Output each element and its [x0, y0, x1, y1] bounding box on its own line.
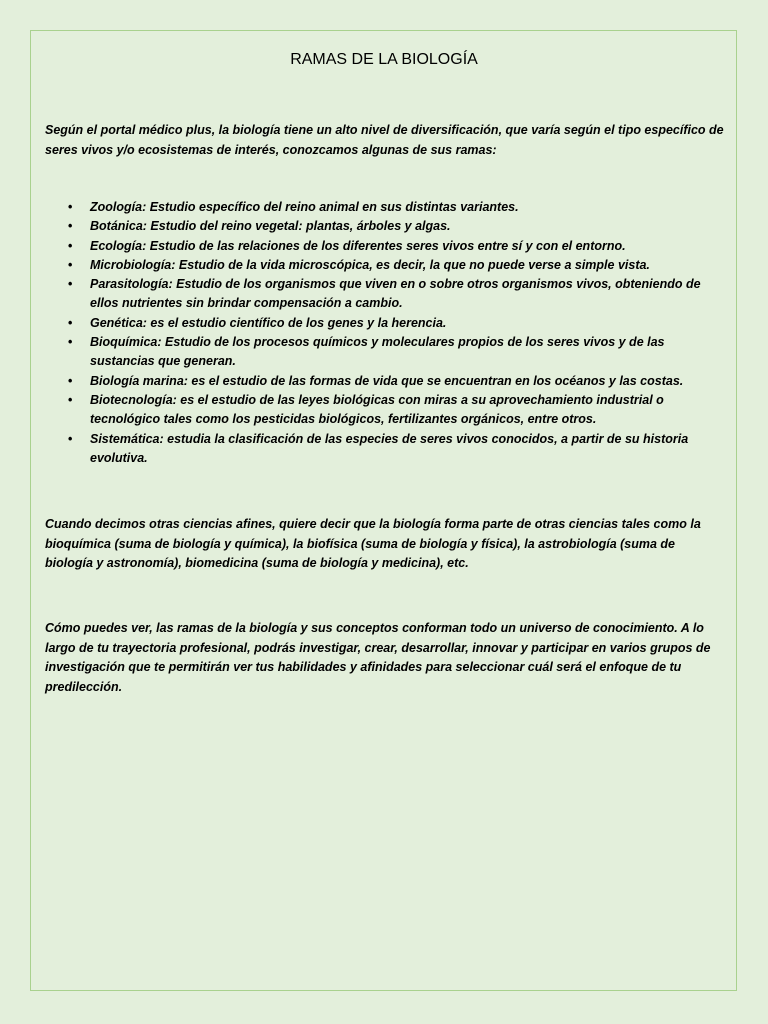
document-title: RAMAS DE LA BIOLOGÍA — [290, 51, 478, 68]
list-item — [68, 430, 722, 469]
list-item — [68, 372, 722, 391]
bullet-icon: • — [68, 431, 73, 446]
bullet-icon: • — [68, 373, 73, 388]
branch-list — [68, 198, 722, 468]
conclusion-paragraph: Cómo puedes ver, las ramas de la biología y sus conceptos conforman todo un universo de conocimiento. A lo largo de tu trayectoria profesional, podrás investigar, crear, desarrollar, innovar y participar en varios grupos de investigación que te permitirán ver tus habilidades y afinidades para seleccionar cuál será el enfoque de tu predilección. — [45, 621, 711, 694]
list-item — [68, 198, 722, 217]
list-item — [68, 256, 722, 275]
list-item-text: Genética: es el estudio científico de los genes y la herencia. — [90, 315, 447, 330]
list-item — [68, 333, 722, 372]
list-item-text: Zoología: Estudio específico del reino animal en sus distintas variantes. — [90, 200, 519, 214]
list-item — [68, 314, 722, 333]
list-item-text: Sistemática: estudia la clasificación de las especies de seres vivos conocidos, a partir de su historia evolutiva. — [90, 431, 689, 465]
list-item-text: Parasitología: Estudio de los organismos que viven en o sobre otros organismos vivos, obteniendo de ellos nutrientes sin brindar compensación a cambio. — [90, 277, 701, 311]
list-item-text: Bioquímica: Estudio de los procesos químicos y moleculares propios de los seres vivos y de las sustancias que generan. — [90, 335, 665, 369]
list-item-text: Ecología: Estudio de las relaciones de los diferentes seres vivos entre sí y con el entorno. — [90, 238, 626, 253]
list-item — [68, 217, 722, 236]
list-item — [68, 275, 722, 314]
intro-paragraph: Según el portal médico plus, la biología tiene un alto nivel de diversificación, que varía según el tipo específico de seres vivos y/o ecosistemas de interés, conozcamos algunas de sus ramas: — [45, 123, 724, 157]
bullet-icon: • — [68, 219, 73, 234]
related-sciences-paragraph: Cuando decimos otras ciencias afines, quiere decir que la biología forma parte de otras ciencias tales como la bioquímica (suma de biología y química), la biofísica (suma de biología y física), la astrobiología (suma de biología y astronomía), biomedicina (suma de biología y medicina), etc. — [45, 517, 701, 570]
list-item — [68, 391, 722, 430]
list-item-text: Microbiología: Estudio de la vida microscópica, es decir, la que no puede verse a simple vista. — [90, 257, 650, 272]
bullet-icon: • — [68, 200, 73, 214]
bullet-icon: • — [68, 335, 73, 350]
bullet-icon: • — [68, 277, 73, 292]
bullet-icon: • — [68, 315, 73, 330]
list-item — [68, 237, 722, 256]
list-item-text: Botánica: Estudio del reino vegetal: plantas, árboles y algas. — [90, 219, 451, 234]
bullet-icon: • — [68, 257, 73, 272]
bullet-icon: • — [68, 238, 73, 253]
bullet-icon: • — [68, 392, 73, 407]
page-border — [30, 30, 737, 991]
list-item-text: Biotecnología: es el estudio de las leyes biológicas con miras a su aprovechamiento industrial o tecnológico tales como los pesticidas biológicos, fertilizantes orgánicos, entre otros. — [90, 392, 664, 427]
list-item-text: Biología marina: es el estudio de las formas de vida que se encuentran en los océanos y las costas. — [90, 373, 684, 388]
